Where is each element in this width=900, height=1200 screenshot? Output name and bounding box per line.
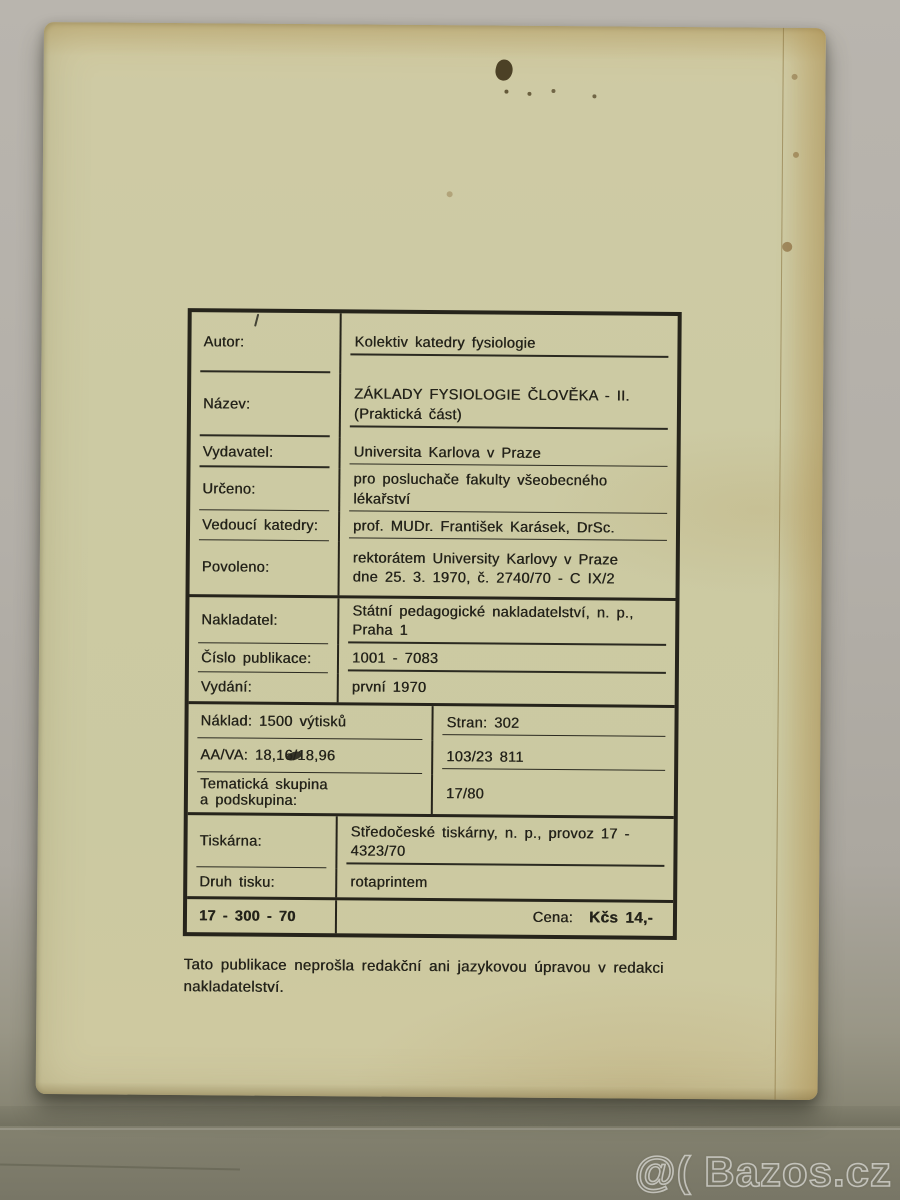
row-value: prof. MUDr. František Karásek, DrSc. — [340, 515, 676, 541]
table-section-footer — [187, 897, 673, 937]
row-value: Kolektiv katedry fysiologie — [341, 332, 677, 358]
row-value: rotaprintem — [350, 874, 428, 892]
row-value: pro posluchače fakulty všeobecného lékařství — [340, 468, 676, 514]
speck — [527, 92, 531, 96]
floor-seam — [0, 1128, 900, 1130]
row-label: Vydavatel: — [191, 436, 341, 468]
row-label: Autor: — [191, 312, 341, 373]
book-pages-edge — [775, 28, 826, 1100]
brown-stain — [792, 74, 798, 80]
row-label: Vedoucí katedry: — [190, 511, 340, 542]
print-code: 17 - 300 - 70 — [187, 900, 337, 934]
row-left: AA/VA: 18,16/18,96 — [188, 739, 433, 775]
row-value: ZÁKLADY FYSIOLOGIE ČLOVĚKA - II. (Praktická část) — [341, 384, 677, 430]
row-value: Středočeské tiskárny, n. p., provoz 17 - 4323/70 — [337, 821, 673, 867]
ink-blot — [494, 58, 515, 82]
book-back-cover — [36, 22, 826, 1100]
row-label: Povoleno: — [190, 541, 340, 596]
row-value: 1001 - 7083 — [339, 647, 675, 673]
row-value: rektorátem University Karlovy v Praze dne 25. 3. 1970, č. 2740/70 - C IX/2 — [352, 550, 619, 588]
row-left: Náklad: 1500 výtisků — [188, 705, 433, 741]
row-value: Universita Karlova v Praze — [341, 441, 677, 467]
row-label: Určeno: — [190, 467, 340, 512]
table-row — [191, 372, 677, 440]
row-value: první 1970 — [351, 679, 427, 697]
book-bottom-edge — [36, 1082, 818, 1100]
table-section-printer — [187, 813, 674, 901]
row-left: Tematická skupina a podskupina: — [188, 773, 433, 815]
cover-top-stain-band — [44, 22, 826, 62]
table-row — [191, 436, 677, 471]
table-row — [187, 900, 673, 937]
row-right: 103/23 811 — [433, 746, 674, 772]
row-label: Vydání: — [189, 673, 339, 703]
table-row — [188, 739, 674, 777]
speck — [504, 90, 508, 94]
row-label: Nakladatel: — [189, 598, 339, 645]
row-value: Státní pedagogické nakladatelství, n. p., Praha 1 — [339, 600, 675, 646]
row-label: Druh tisku: — [187, 868, 337, 898]
row-label: Název: — [191, 372, 341, 437]
table-row — [191, 312, 677, 376]
price-value: Kčs 14,- — [588, 909, 654, 928]
table-row — [187, 868, 673, 901]
table-row — [189, 644, 675, 677]
table-section-publisher — [189, 595, 676, 706]
brown-stain — [782, 242, 792, 252]
price-cell — [337, 905, 673, 932]
editorial-note: Tato publikace neprošla redakční ani jazykovou úpravou v redakci nakladatelství. — [183, 956, 664, 996]
row-right: Stran: 302 — [433, 712, 674, 738]
brown-stain — [793, 152, 799, 158]
floor-shadow-band — [0, 1106, 900, 1126]
bazos-watermark: @( Bazos.cz — [634, 1148, 892, 1195]
table-section-main — [190, 312, 678, 598]
price-label: Cena: — [532, 910, 574, 927]
table-row — [190, 467, 676, 514]
speck — [551, 89, 555, 93]
table-row — [188, 705, 674, 743]
brown-stain — [447, 191, 453, 197]
table-row — [189, 673, 675, 706]
colophon-table — [183, 308, 682, 940]
speck — [592, 94, 596, 98]
table-row — [189, 598, 675, 648]
row-right: 17/80 — [445, 785, 485, 803]
row-label: Tiskárna: — [187, 816, 337, 869]
table-row — [187, 816, 673, 872]
table-section-print-stats — [188, 702, 675, 817]
floor-seam-left — [0, 1163, 240, 1170]
row-label: Číslo publikace: — [189, 644, 339, 674]
table-row — [190, 511, 676, 545]
table-row — [190, 541, 676, 599]
table-row — [188, 773, 674, 817]
